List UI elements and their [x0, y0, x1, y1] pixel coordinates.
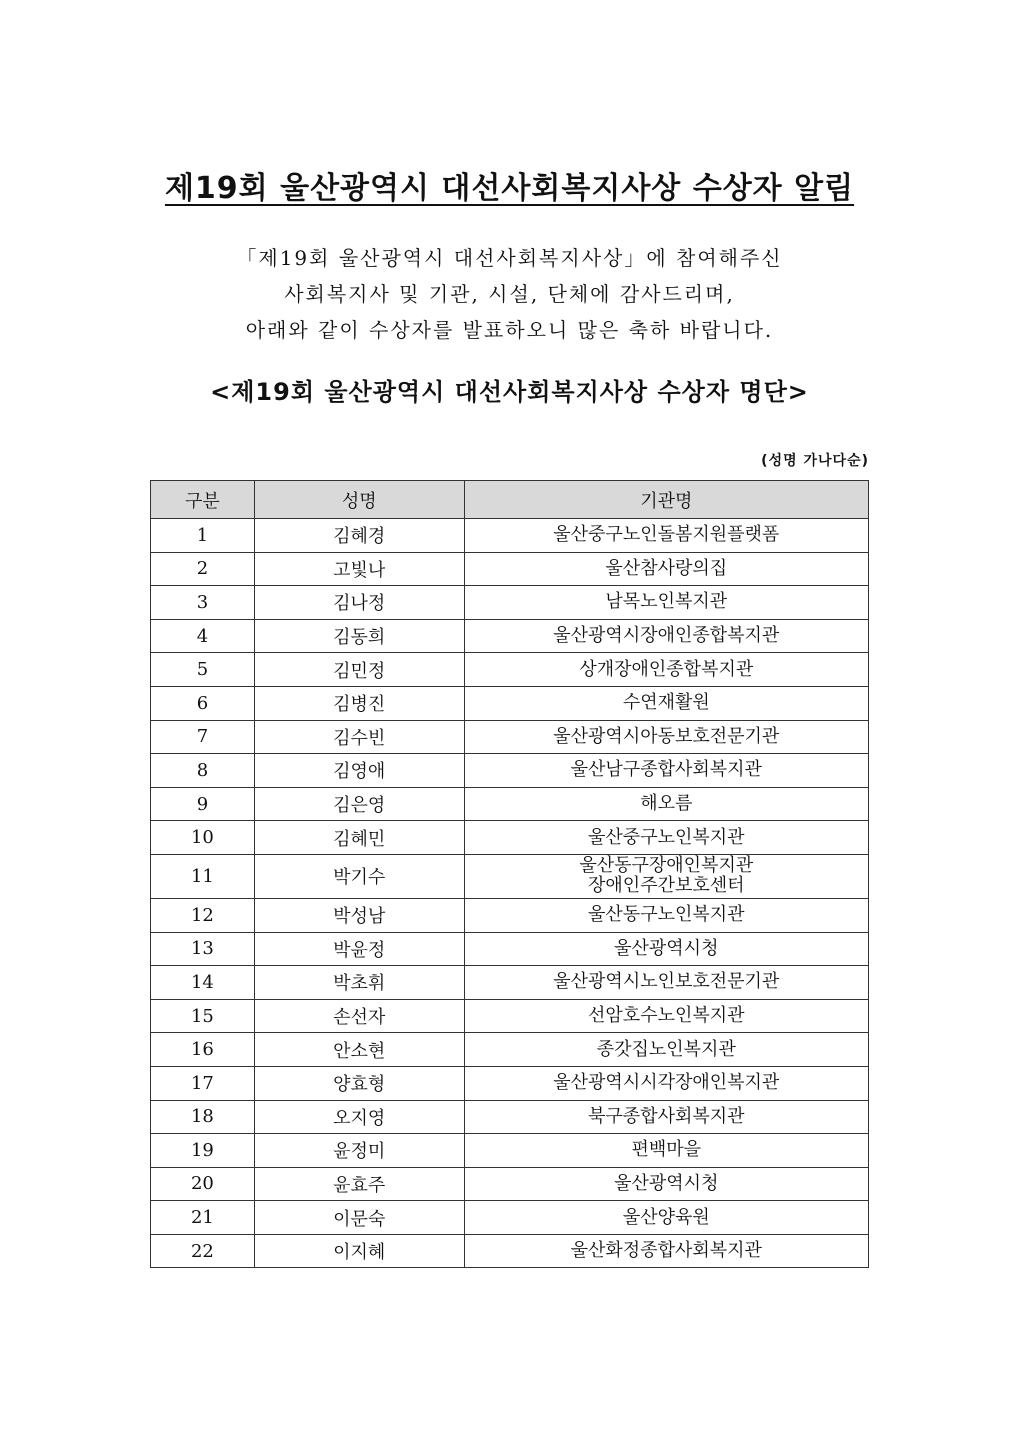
cell-name: 안소현: [254, 1033, 464, 1067]
cell-organization: [464, 854, 868, 898]
cell-name: 김민정: [254, 653, 464, 687]
page-title: [0, 163, 1019, 207]
table-row: [151, 932, 869, 966]
cell-name: 이지혜: [254, 1234, 464, 1268]
cell-organization: [464, 1100, 868, 1134]
cell-organization: [464, 821, 868, 855]
cell-name: 박기수: [254, 854, 464, 898]
organization-name: 울산광역시장애인종합복지관: [553, 625, 780, 647]
table-body: [151, 519, 869, 1268]
cell-number: 3: [151, 586, 255, 620]
organization-name: 해오름: [640, 793, 693, 815]
organization-name: 울산중구노인돌봄지원플랫폼: [553, 524, 780, 546]
organization-name: 울산광역시시각장애인복지관: [553, 1072, 780, 1094]
cell-name: 박성남: [254, 898, 464, 932]
cell-number: 22: [151, 1234, 255, 1268]
cell-organization: [464, 787, 868, 821]
organization-name: 북구종합사회복지관: [588, 1105, 745, 1127]
table-row: [151, 1134, 869, 1168]
cell-number: 7: [151, 720, 255, 754]
organization-name: 남목노인복지관: [605, 591, 728, 613]
cell-organization: [464, 1201, 868, 1235]
organization-name: 울산양육원: [622, 1206, 710, 1228]
cell-number: 17: [151, 1066, 255, 1100]
cell-name: 윤정미: [254, 1134, 464, 1168]
table-row: [151, 1234, 869, 1268]
organization-name: 종갓집노인복지관: [596, 1038, 736, 1060]
cell-name: 고빛나: [254, 552, 464, 586]
table-row: [151, 1066, 869, 1100]
cell-number: 2: [151, 552, 255, 586]
organization-name: 수연재활원: [622, 692, 710, 714]
cell-organization: [464, 932, 868, 966]
cell-name: 김혜경: [254, 519, 464, 553]
table-row: [151, 821, 869, 855]
winner-list-title: <제19회 울산광역시 대선사회복지사상 수상자 명단>: [210, 378, 809, 406]
cell-name: 박초휘: [254, 966, 464, 1000]
table-row: [151, 586, 869, 620]
cell-number: 13: [151, 932, 255, 966]
table-row: [151, 1167, 869, 1201]
sort-note: (성명 가나다순): [761, 453, 869, 469]
intro-line: 사회복지사 및 기관, 시설, 단체에 감사드리며,: [284, 282, 735, 306]
cell-organization: [464, 754, 868, 788]
table-row: [151, 1100, 869, 1134]
cell-organization: [464, 1234, 868, 1268]
table-row: [151, 787, 869, 821]
organization-name: 울산남구종합사회복지관: [570, 759, 762, 781]
organization-name: 울산동구장애인복지관: [579, 855, 754, 877]
cell-organization: [464, 1167, 868, 1201]
organization-name: 장애인주간보호센터: [588, 875, 745, 897]
table-row: [151, 999, 869, 1033]
winners-table: [150, 480, 869, 1268]
header-name: 성명: [254, 481, 464, 519]
header-organization: 기관명: [464, 481, 868, 519]
intro-paragraph: [0, 240, 1019, 348]
table-header-row: [151, 481, 869, 519]
table-row: [151, 653, 869, 687]
cell-number: 18: [151, 1100, 255, 1134]
cell-number: 11: [151, 854, 255, 898]
cell-organization: [464, 898, 868, 932]
cell-name: 김수빈: [254, 720, 464, 754]
cell-number: 20: [151, 1167, 255, 1201]
cell-number: 14: [151, 966, 255, 1000]
cell-number: 21: [151, 1201, 255, 1235]
cell-organization: [464, 586, 868, 620]
cell-organization: [464, 720, 868, 754]
cell-name: 김나정: [254, 586, 464, 620]
cell-organization: [464, 552, 868, 586]
cell-organization: [464, 519, 868, 553]
cell-name: 박윤정: [254, 932, 464, 966]
cell-number: 8: [151, 754, 255, 788]
cell-organization: [464, 1066, 868, 1100]
table-row: [151, 1033, 869, 1067]
table-row: [151, 754, 869, 788]
cell-organization: [464, 1134, 868, 1168]
organization-name: 울산동구노인복지관: [588, 904, 745, 926]
cell-name: 윤효주: [254, 1167, 464, 1201]
organization-name: 상개장애인종합복지관: [579, 658, 754, 680]
organization-name: 편백마을: [631, 1139, 702, 1161]
page-title-text: 제19회 울산광역시 대선사회복지사상 수상자 알림: [164, 171, 855, 206]
cell-name: 양효형: [254, 1066, 464, 1100]
cell-name: 김은영: [254, 787, 464, 821]
cell-organization: [464, 999, 868, 1033]
organization-name: 울산참사랑의집: [605, 557, 728, 579]
organization-name: 울산광역시노인보호전문기관: [553, 971, 780, 993]
table-row: [151, 619, 869, 653]
cell-number: 12: [151, 898, 255, 932]
cell-name: 김병진: [254, 686, 464, 720]
cell-number: 5: [151, 653, 255, 687]
cell-name: 오지영: [254, 1100, 464, 1134]
cell-organization: [464, 1033, 868, 1067]
cell-number: 1: [151, 519, 255, 553]
table-row: [151, 898, 869, 932]
organization-name: 울산중구노인복지관: [588, 826, 745, 848]
table-row: [151, 854, 869, 898]
cell-number: 16: [151, 1033, 255, 1067]
organization-name: 선암호수노인복지관: [588, 1005, 745, 1027]
cell-name: 김동희: [254, 619, 464, 653]
organization-name: 울산광역시아동보호전문기관: [553, 725, 780, 747]
table-row: [151, 552, 869, 586]
cell-organization: [464, 686, 868, 720]
table-row: [151, 1201, 869, 1235]
intro-line: 아래와 같이 수상자를 발표하오니 많은 축하 바랍니다.: [245, 318, 774, 342]
cell-number: 9: [151, 787, 255, 821]
organization-name: 울산광역시청: [614, 937, 719, 959]
table-row: [151, 519, 869, 553]
cell-number: 15: [151, 999, 255, 1033]
cell-organization: [464, 966, 868, 1000]
organization-name: 울산광역시청: [614, 1172, 719, 1194]
cell-name: 이문숙: [254, 1201, 464, 1235]
cell-name: 김혜민: [254, 821, 464, 855]
table-row: [151, 686, 869, 720]
cell-name: 손선자: [254, 999, 464, 1033]
header-number: 구분: [151, 481, 255, 519]
cell-number: 6: [151, 686, 255, 720]
cell-organization: [464, 619, 868, 653]
organization-name: 울산화정종합사회복지관: [570, 1240, 762, 1262]
intro-line: 「제19회 울산광역시 대선사회복지사상」에 참여해주신: [236, 246, 783, 270]
cell-number: 10: [151, 821, 255, 855]
cell-name: 김영애: [254, 754, 464, 788]
table-row: [151, 720, 869, 754]
table-row: [151, 966, 869, 1000]
cell-organization: [464, 653, 868, 687]
cell-number: 19: [151, 1134, 255, 1168]
cell-number: 4: [151, 619, 255, 653]
